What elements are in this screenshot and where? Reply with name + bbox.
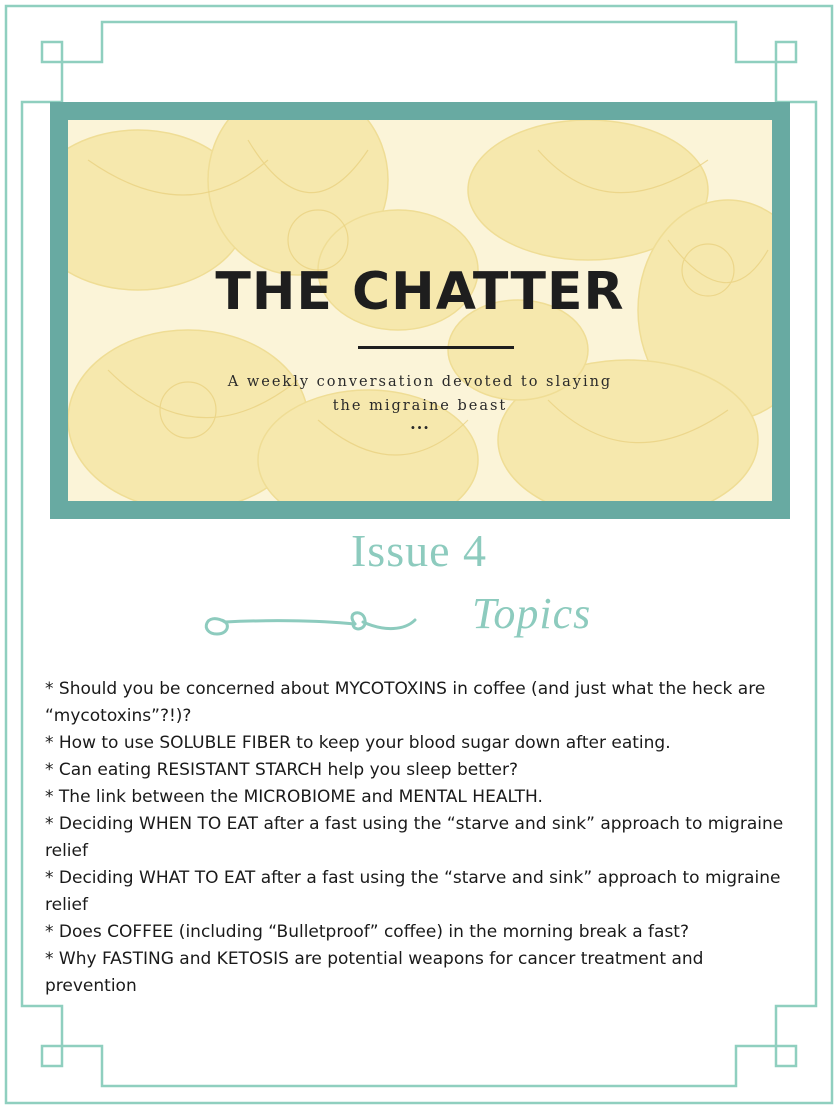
topic-item: * How to use SOLUBLE FIBER to keep your blood sugar down after eating. [45, 733, 671, 753]
topic-item: * Can eating RESISTANT STARCH help you sleep better? [45, 760, 518, 780]
issue-number: Issue 4 [350, 525, 488, 576]
topic-item: * Why FASTING and KETOSIS are potential weapons for cancer treatment and prevention [45, 949, 704, 996]
newsletter-tagline: A weekly conversation devoted to slaying the migraine beast [227, 374, 613, 414]
header-banner [50, 102, 790, 519]
topics-heading: Topics [472, 589, 592, 638]
swirl-flourish-ornament [195, 600, 423, 644]
topic-item: * Should you be concerned about MYCOTOXINS in coffee (and just what the heck are “mycotoxins”?!)? [45, 679, 766, 726]
topic-item: * The link between the MICROBIOME and MENTAL HEALTH. [45, 787, 543, 807]
topic-item: * Deciding WHEN TO EAT after a fast using the “starve and sink” approach to migraine relief [45, 814, 784, 861]
banner-inner [68, 120, 772, 501]
title-underline-divider [358, 346, 514, 349]
topic-item: * Deciding WHAT TO EAT after a fast using the “starve and sink” approach to migraine relief [45, 868, 781, 915]
topic-list [45, 676, 785, 1000]
ellipsis-ornament: ... [410, 414, 430, 433]
topic-item: * Does COFFEE (including “Bulletproof” coffee) in the morning break a fast? [45, 922, 689, 942]
newsletter-title: THE CHATTER [215, 262, 625, 322]
